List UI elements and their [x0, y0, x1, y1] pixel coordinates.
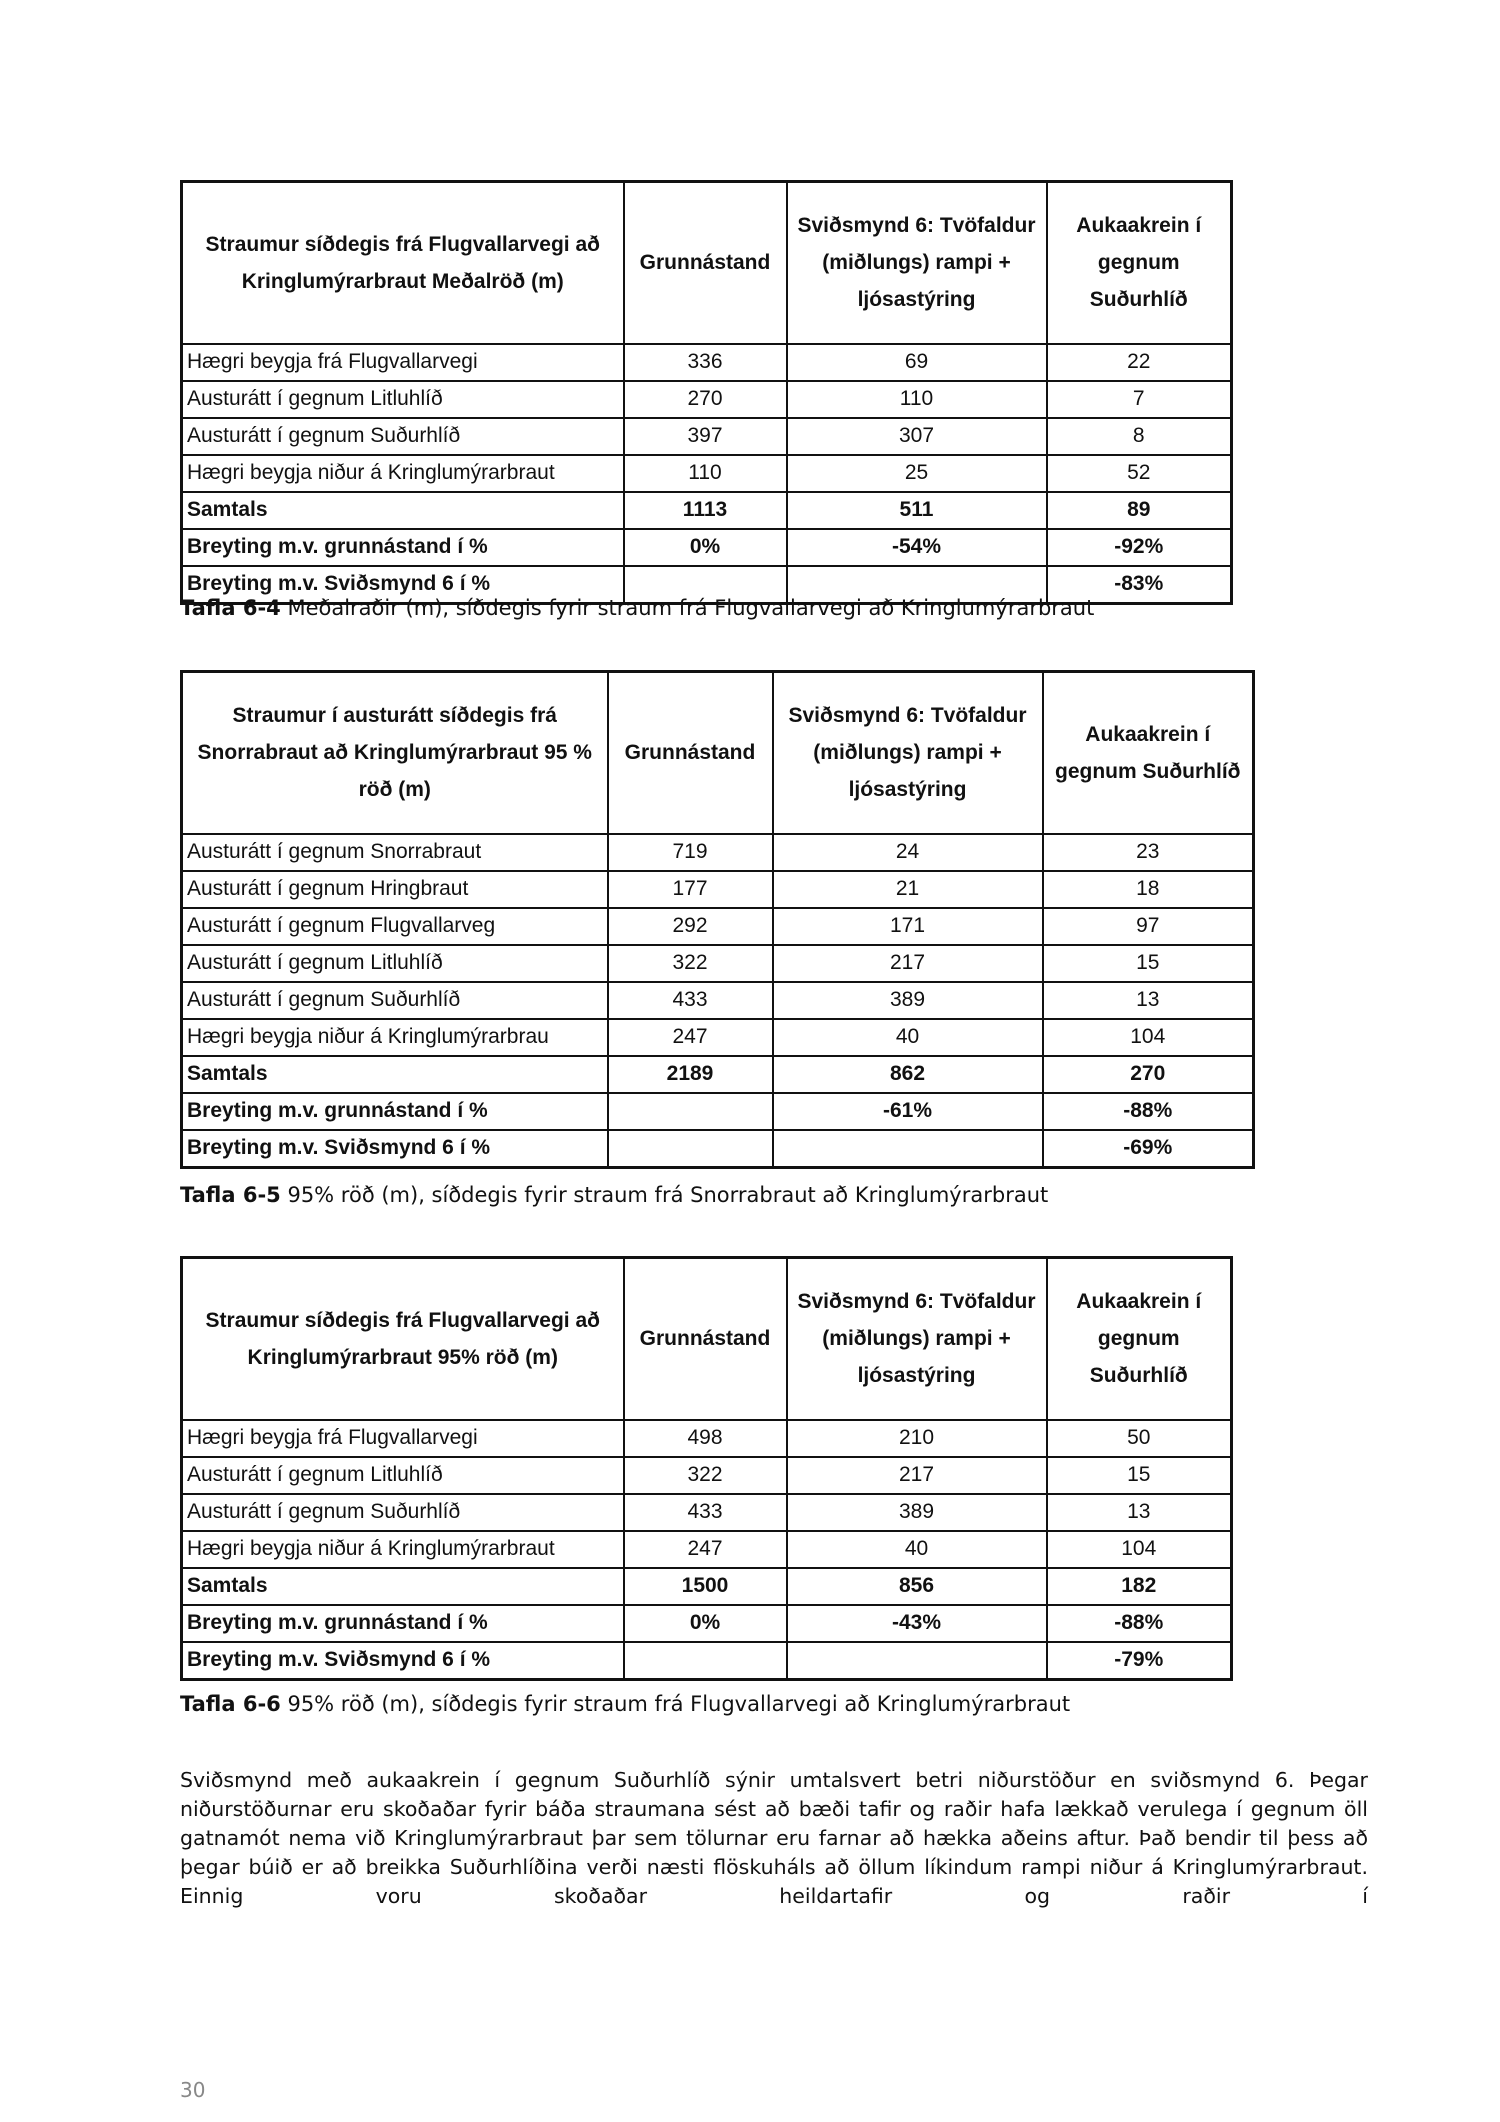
cell-value: 22	[1047, 344, 1232, 381]
column-header: Sviðsmynd 6: Tvöfaldur (miðlungs) rampi + ljósastýring	[787, 1258, 1047, 1420]
column-header: Straumur síðdegis frá Flugvallarvegi að Kringlumýrarbraut Meðalröð (m)	[182, 182, 624, 344]
cell-value: -69%	[1043, 1130, 1254, 1168]
table-row	[182, 1420, 1232, 1457]
table-row	[182, 1642, 1232, 1680]
table-row	[182, 492, 1232, 529]
cell-value: 8	[1047, 418, 1232, 455]
table-row	[182, 1130, 1254, 1168]
cell-value: 719	[608, 834, 773, 871]
row-label: Hægri beygja niður á Kringlumýrarbraut	[182, 1531, 624, 1568]
cell-value: 322	[624, 1457, 787, 1494]
table-row	[182, 381, 1232, 418]
table-row	[182, 1605, 1232, 1642]
table-row	[182, 529, 1232, 566]
row-label: Breyting m.v. grunnástand í %	[182, 1093, 608, 1130]
table-caption	[180, 596, 1094, 620]
cell-value: 270	[624, 381, 787, 418]
column-header: Grunnástand	[608, 672, 773, 834]
row-label: Hægri beygja niður á Kringlumýrarbraut	[182, 455, 624, 492]
cell-value: 40	[787, 1531, 1047, 1568]
row-label: Hægri beygja niður á Kringlumýrarbrau	[182, 1019, 608, 1056]
cell-value: 110	[787, 381, 1047, 418]
cell-value	[608, 1130, 773, 1168]
table-row	[182, 1568, 1232, 1605]
table-row	[182, 344, 1232, 381]
caption-text: 95% röð (m), síðdegis fyrir straum frá Snorrabraut að Kringlumýrarbraut	[280, 1183, 1049, 1207]
row-label: Austurátt í gegnum Litluhlíð	[182, 945, 608, 982]
cell-value: 433	[624, 1494, 787, 1531]
table-6-6	[180, 1256, 1233, 1681]
cell-value: 52	[1047, 455, 1232, 492]
cell-value: 2189	[608, 1056, 773, 1093]
column-header: Grunnástand	[624, 1258, 787, 1420]
row-label: Austurátt í gegnum Litluhlíð	[182, 1457, 624, 1494]
caption-text: 95% röð (m), síðdegis fyrir straum frá Flugvallarvegi að Kringlumýrarbraut	[280, 1692, 1071, 1716]
table-caption	[180, 1692, 1070, 1716]
cell-value	[624, 1642, 787, 1680]
cell-value: 1113	[624, 492, 787, 529]
cell-value	[787, 1642, 1047, 1680]
cell-value: -61%	[773, 1093, 1043, 1130]
cell-value: 50	[1047, 1420, 1232, 1457]
cell-value: 13	[1047, 1494, 1232, 1531]
row-label: Breyting m.v. grunnástand í %	[182, 529, 624, 566]
caption-label: Tafla 6-4	[180, 596, 281, 620]
column-header: Straumur síðdegis frá Flugvallarvegi að Kringlumýrarbraut 95% röð (m)	[182, 1258, 624, 1420]
table-row	[182, 1056, 1254, 1093]
cell-value: 104	[1043, 1019, 1254, 1056]
cell-value: 18	[1043, 871, 1254, 908]
cell-value: 862	[773, 1056, 1043, 1093]
table-caption	[180, 1183, 1048, 1207]
column-header: Aukaakrein í gegnum Suðurhlíð	[1047, 182, 1232, 344]
cell-value: 0%	[624, 1605, 787, 1642]
row-label: Samtals	[182, 492, 624, 529]
cell-value: -88%	[1047, 1605, 1232, 1642]
cell-value: 217	[787, 1457, 1047, 1494]
cell-value: -88%	[1043, 1093, 1254, 1130]
row-label: Samtals	[182, 1568, 624, 1605]
cell-value: -83%	[1047, 566, 1232, 604]
row-label: Breyting m.v. grunnástand í %	[182, 1605, 624, 1642]
cell-value: 13	[1043, 982, 1254, 1019]
table-row	[182, 982, 1254, 1019]
table-row	[182, 1531, 1232, 1568]
row-label: Austurátt í gegnum Hringbraut	[182, 871, 608, 908]
table-row	[182, 945, 1254, 982]
table-row	[182, 1093, 1254, 1130]
cell-value: 307	[787, 418, 1047, 455]
caption-text: Meðalraðir (m), síðdegis fyrir straum frá Flugvallarvegi að Kringlumýrarbraut	[280, 596, 1095, 620]
cell-value: 511	[787, 492, 1047, 529]
column-header: Sviðsmynd 6: Tvöfaldur (miðlungs) rampi + ljósastýring	[773, 672, 1043, 834]
cell-value: 23	[1043, 834, 1254, 871]
cell-value: 15	[1043, 945, 1254, 982]
cell-value: -54%	[787, 529, 1047, 566]
table-row	[182, 1494, 1232, 1531]
cell-value: 397	[624, 418, 787, 455]
table-row	[182, 418, 1232, 455]
cell-value: 177	[608, 871, 773, 908]
cell-value: 247	[624, 1531, 787, 1568]
header-row	[182, 672, 1254, 834]
cell-value: 97	[1043, 908, 1254, 945]
row-label: Breyting m.v. Sviðsmynd 6 í %	[182, 1130, 608, 1168]
cell-value: -43%	[787, 1605, 1047, 1642]
cell-value: 270	[1043, 1056, 1254, 1093]
table-6-5	[180, 670, 1255, 1169]
table-row	[182, 834, 1254, 871]
row-label: Breyting m.v. Sviðsmynd 6 í %	[182, 566, 624, 604]
cell-value: 498	[624, 1420, 787, 1457]
cell-value: 336	[624, 344, 787, 381]
cell-value: -92%	[1047, 529, 1232, 566]
page-number: 30	[180, 2078, 206, 2102]
cell-value: 69	[787, 344, 1047, 381]
row-label: Austurátt í gegnum Suðurhlíð	[182, 418, 624, 455]
row-label: Austurátt í gegnum Snorrabraut	[182, 834, 608, 871]
row-label: Austurátt í gegnum Suðurhlíð	[182, 1494, 624, 1531]
row-label: Austurátt í gegnum Flugvallarveg	[182, 908, 608, 945]
cell-value: 433	[608, 982, 773, 1019]
header-row	[182, 182, 1232, 344]
row-label: Samtals	[182, 1056, 608, 1093]
cell-value: 110	[624, 455, 787, 492]
cell-value: 389	[773, 982, 1043, 1019]
cell-value: -79%	[1047, 1642, 1232, 1680]
table-row	[182, 1457, 1232, 1494]
header-row	[182, 1258, 1232, 1420]
cell-value: 40	[773, 1019, 1043, 1056]
column-header: Straumur í austurátt síðdegis frá Snorrabraut að Kringlumýrarbraut 95 % röð (m)	[182, 672, 608, 834]
row-label: Austurátt í gegnum Suðurhlíð	[182, 982, 608, 1019]
cell-value	[773, 1130, 1043, 1168]
table-6-4	[180, 180, 1233, 605]
cell-value: 856	[787, 1568, 1047, 1605]
cell-value: 7	[1047, 381, 1232, 418]
row-label: Breyting m.v. Sviðsmynd 6 í %	[182, 1642, 624, 1680]
cell-value: 322	[608, 945, 773, 982]
column-header: Aukaakrein í gegnum Suðurhlíð	[1043, 672, 1254, 834]
row-label: Hægri beygja frá Flugvallarvegi	[182, 344, 624, 381]
body-paragraph: Sviðsmynd með aukaakrein í gegnum Suðurhlíð sýnir umtalsvert betri niðurstöður en sviðsmynd 6. Þegar niðurstöðurnar eru skoðaðar fyrir báða straumana sést að bæði tafir og raðir hafa lækkað verulega í gegnum öll gatnamót nema við Kringlumýrarbraut þar sem tölurnar eru farnar að hækka aðeins aftur. Það bendir til þess að þegar búið er að breikka Suðurhlíðina verði næsti flöskuháls að öllum líkindum rampi niður á Kringlumýrarbraut. Einnig voru skoðaðar heildartafir og raðir í	[180, 1768, 1368, 1908]
cell-value: 25	[787, 455, 1047, 492]
caption-label: Tafla 6-5	[180, 1183, 281, 1207]
column-header: Grunnástand	[624, 182, 787, 344]
cell-value: 104	[1047, 1531, 1232, 1568]
cell-value	[608, 1093, 773, 1130]
cell-value: 21	[773, 871, 1043, 908]
cell-value: 389	[787, 1494, 1047, 1531]
cell-value: 1500	[624, 1568, 787, 1605]
cell-value: 24	[773, 834, 1043, 871]
table-row	[182, 871, 1254, 908]
cell-value: 217	[773, 945, 1043, 982]
cell-value: 89	[1047, 492, 1232, 529]
cell-value: 171	[773, 908, 1043, 945]
cell-value: 15	[1047, 1457, 1232, 1494]
cell-value: 292	[608, 908, 773, 945]
cell-value: 247	[608, 1019, 773, 1056]
table-row	[182, 455, 1232, 492]
column-header: Aukaakrein í gegnum Suðurhlíð	[1047, 1258, 1232, 1420]
table-row	[182, 1019, 1254, 1056]
row-label: Hægri beygja frá Flugvallarvegi	[182, 1420, 624, 1457]
cell-value: 0%	[624, 529, 787, 566]
caption-label: Tafla 6-6	[180, 1692, 281, 1716]
table-row	[182, 908, 1254, 945]
row-label: Austurátt í gegnum Litluhlíð	[182, 381, 624, 418]
cell-value: 210	[787, 1420, 1047, 1457]
cell-value: 182	[1047, 1568, 1232, 1605]
column-header: Sviðsmynd 6: Tvöfaldur (miðlungs) rampi + ljósastýring	[787, 182, 1047, 344]
